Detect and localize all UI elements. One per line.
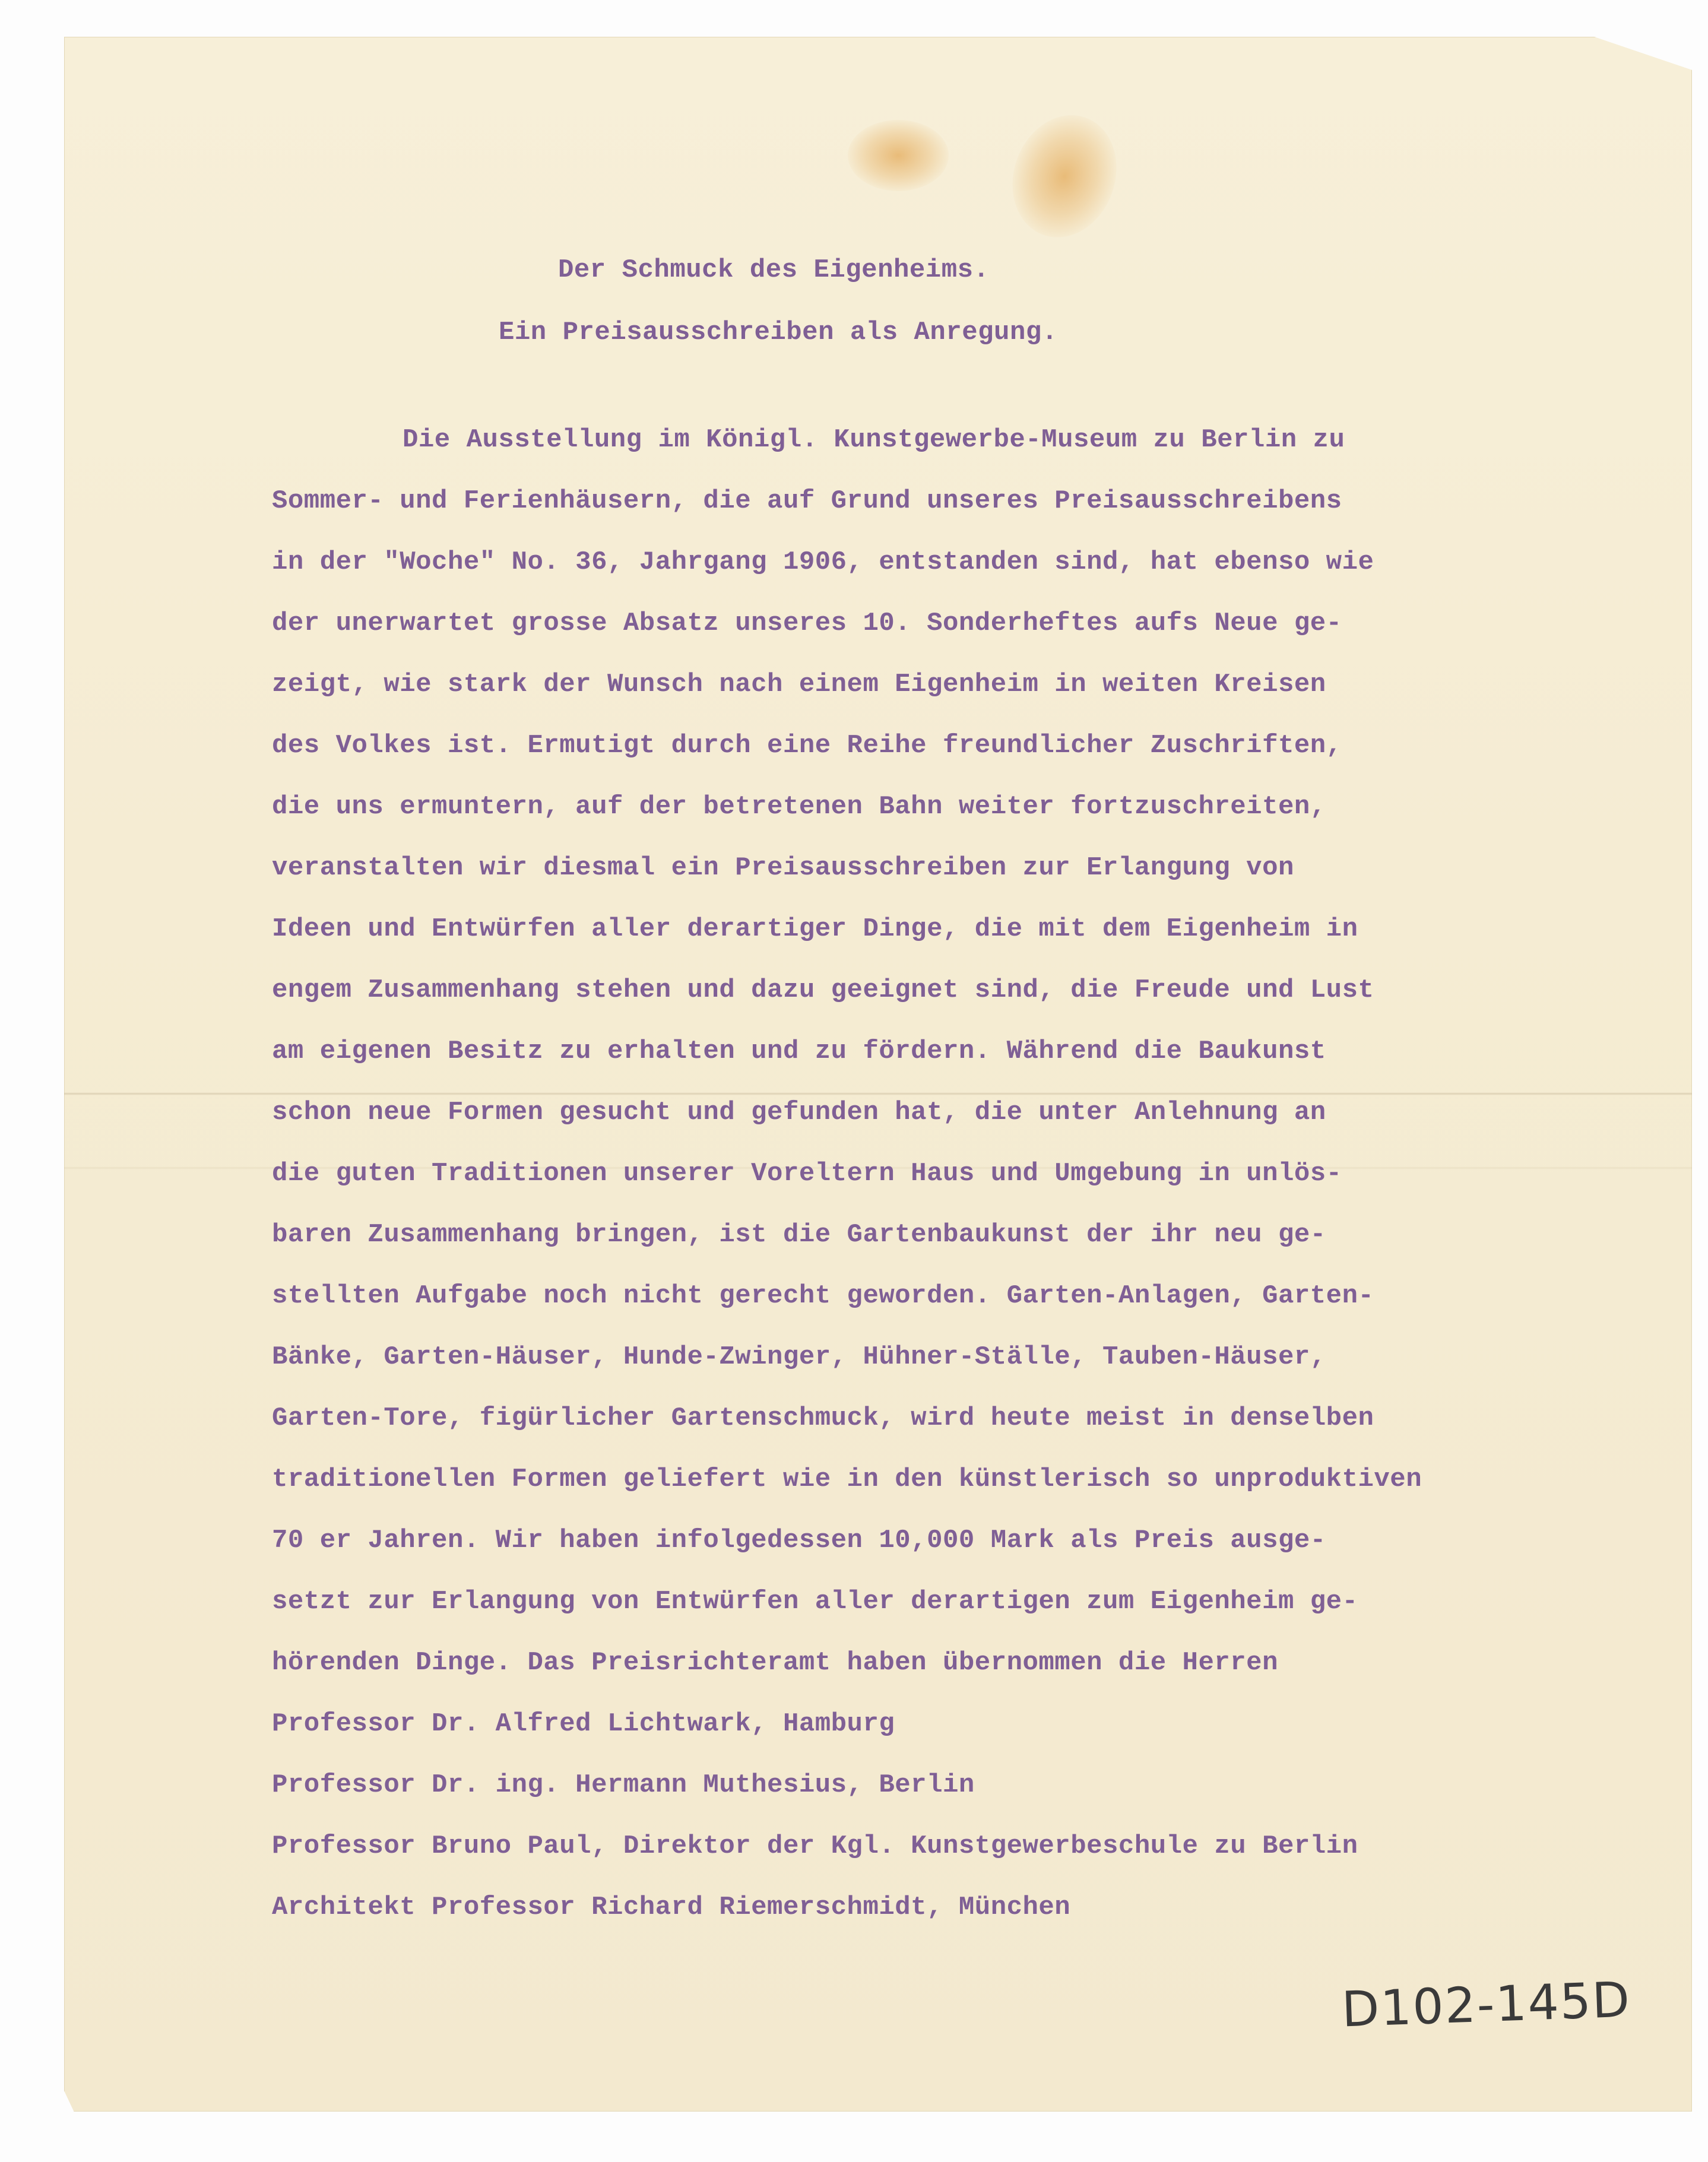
body-line: hörenden Dinge. Das Preisrichteramt haben übernommen die Herren xyxy=(272,1648,1278,1678)
document-body xyxy=(272,410,1422,1938)
body-line: baren Zusammenhang bringen, ist die Gartenbaukunst der ihr neu ge- xyxy=(272,1220,1326,1250)
catalog-number: D102-145D xyxy=(1341,1971,1632,2039)
jury-member-line: Professor Bruno Paul, Direktor der Kgl. Kunstgewerbeschule zu Berlin xyxy=(272,1831,1358,1861)
body-line: stellten Aufgabe noch nicht gerecht geworden. Garten-Anlagen, Garten- xyxy=(272,1281,1374,1311)
body-line: Garten-Tore, figürlicher Gartenschmuck, wird heute meist in denselben xyxy=(272,1403,1374,1433)
body-line: der unerwartet grosse Absatz unseres 10. Sonderheftes aufs Neue ge- xyxy=(272,608,1342,638)
body-line: Die Ausstellung im Königl. Kunstgewerbe-Museum zu Berlin zu xyxy=(403,425,1345,455)
jury-member-line: Architekt Professor Richard Riemerschmidt, München xyxy=(272,1892,1071,1922)
document-subtitle: Ein Preisausschreiben als Anregung. xyxy=(499,318,1058,347)
body-line: Ideen und Entwürfen aller derartiger Dinge, die mit dem Eigenheim in xyxy=(272,914,1358,944)
body-line: setzt zur Erlangung von Entwürfen aller derartigen zum Eigenheim ge- xyxy=(272,1587,1358,1616)
body-line: Sommer- und Ferienhäusern, die auf Grund unseres Preisausschreibens xyxy=(272,486,1342,516)
body-line: zeigt, wie stark der Wunsch nach einem Eigenheim in weiten Kreisen xyxy=(272,670,1326,699)
body-line: am eigenen Besitz zu erhalten und zu fördern. Während die Baukunst xyxy=(272,1036,1326,1066)
stain-mark xyxy=(996,100,1133,252)
body-line: 70 er Jahren. Wir haben infolgedessen 10,000 Mark als Preis ausge- xyxy=(272,1526,1326,1555)
body-line: in der "Woche" No. 36, Jahrgang 1906, entstanden sind, hat ebenso wie xyxy=(272,547,1374,577)
body-line: Bänke, Garten-Häuser, Hunde-Zwinger, Hühner-Ställe, Tauben-Häuser, xyxy=(272,1342,1326,1372)
stain-mark xyxy=(848,120,949,191)
body-line: veranstalten wir diesmal ein Preisausschreiben zur Erlangung von xyxy=(272,853,1294,883)
jury-member-line: Professor Dr. ing. Hermann Muthesius, Berlin xyxy=(272,1770,975,1800)
body-line: die guten Traditionen unserer Voreltern Haus und Umgebung in unlös- xyxy=(272,1159,1342,1188)
body-line: traditionellen Formen geliefert wie in den künstlerisch so unproduktiven xyxy=(272,1464,1422,1494)
body-line: engem Zusammenhang stehen und dazu geeignet sind, die Freude und Lust xyxy=(272,975,1374,1005)
document-title: Der Schmuck des Eigenheims. xyxy=(558,255,990,285)
body-line: die uns ermuntern, auf der betretenen Bahn weiter fortzuschreiten, xyxy=(272,792,1326,822)
body-line: des Volkes ist. Ermutigt durch eine Reihe freundlicher Zuschriften, xyxy=(272,731,1342,760)
body-line: schon neue Formen gesucht und gefunden hat, die unter Anlehnung an xyxy=(272,1098,1326,1127)
jury-member-line: Professor Dr. Alfred Lichtwark, Hamburg xyxy=(272,1709,895,1739)
